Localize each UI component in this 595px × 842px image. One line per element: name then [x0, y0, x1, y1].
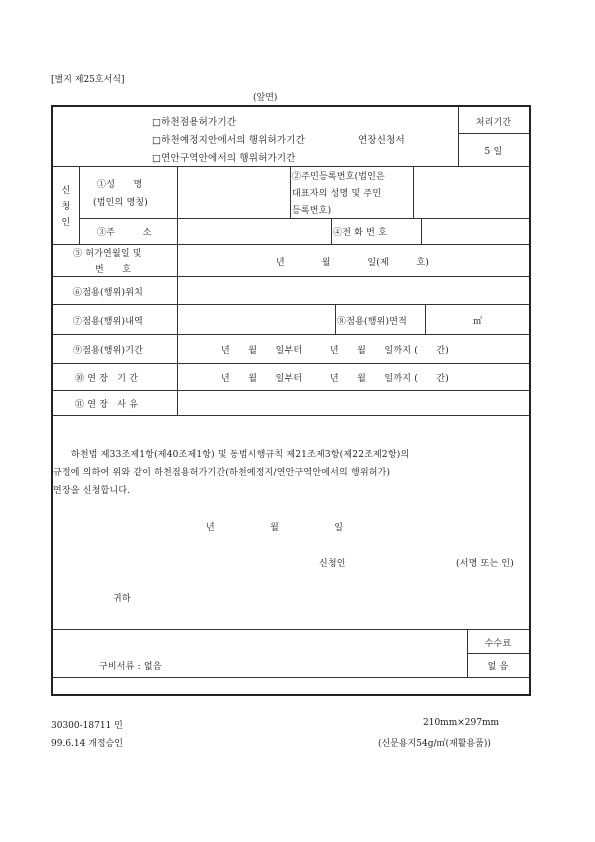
address-label: ③주 소 [97, 228, 152, 238]
period-label: ⑨점용(행위)기간 [73, 346, 143, 356]
form-title-suffix: 연장신청서 [358, 135, 405, 146]
extension-label: ⑩ 연 장 기 간 [75, 374, 139, 384]
applicant-label-1: 신 [61, 186, 71, 196]
regno-label-3: 등록번호) [292, 206, 332, 216]
fee-value: 없 음 [487, 662, 509, 672]
footer-code: 30300-18711 민 [51, 721, 123, 731]
details-label: ⑦점용(행위)내역 [73, 317, 143, 327]
footer-approval: 99.6.14 개정승인 [51, 739, 123, 749]
name-label: ①성 명 [97, 180, 143, 190]
footer-paper-size: 210mm×297mm [423, 718, 500, 728]
option-river-occupancy: □하천점용허가기간 [152, 117, 237, 128]
statement-line-1: 하천법 제33조제1항(제40조제1항) 및 동법시행규칙 제21조제3항(제22조제2항)의 [71, 450, 410, 460]
fee-label: 수수료 [484, 639, 512, 649]
statement-line-3: 연장을 신청합니다. [53, 486, 131, 496]
processing-period-value: 5 일 [484, 147, 503, 157]
applicant-label-3: 인 [61, 218, 71, 228]
footer-paper-type: (신문용지54g/㎡(재활용품)) [378, 739, 491, 749]
period-value: 년 월 일부터 년 월 일까지 ( 간) [221, 346, 449, 356]
permit-date-label-2: 번 호 [95, 265, 132, 275]
application-form [51, 105, 531, 696]
area-label: ⑧점용(행위)면적 [337, 317, 407, 327]
extension-value: 년 월 일부터 년 월 일까지 ( 간) [221, 374, 449, 384]
permit-date-value: 년 월 일(제 호) [276, 258, 430, 268]
permit-date-label-1: ⑤ 허가연월일 및 [73, 249, 142, 259]
applicant-sign-label: 신청인 [319, 559, 346, 569]
option-coastal-area: □연안구역안에서의 행위허가기간 [152, 153, 296, 164]
regno-label-1: ②주민등록번호(법인은 [292, 172, 385, 182]
phone-label: ④전 화 번 호 [333, 228, 387, 238]
location-label: ⑥점용(행위)위치 [73, 288, 143, 298]
applicant-label-2: 청 [61, 202, 71, 212]
statement-line-2: 규정에 의하여 위와 같이 하천점용허가기간(하천예정지/연안구역안에서의 행위허가) [53, 468, 391, 478]
addressee: 귀하 [113, 594, 131, 604]
area-unit: ㎡ [473, 317, 483, 327]
regno-label-2: 대표자의 성명 및 주민 [292, 189, 382, 199]
side-indicator: (앞면) [253, 93, 278, 103]
reason-label: ⑪ 연 장 사 유 [75, 400, 139, 410]
required-documents: 구비서류 : 없음 [99, 662, 162, 672]
processing-period-label: 처리기간 [475, 118, 512, 128]
name-sublabel: (법인의 명칭) [93, 198, 148, 208]
application-date: 년 월 일 [206, 523, 344, 533]
option-river-reserve: □하천예정지안에서의 행위허가기간 [152, 135, 306, 146]
signature-note: (서명 또는 인) [456, 559, 515, 569]
form-number: [별지 제25호서식] [51, 75, 125, 85]
